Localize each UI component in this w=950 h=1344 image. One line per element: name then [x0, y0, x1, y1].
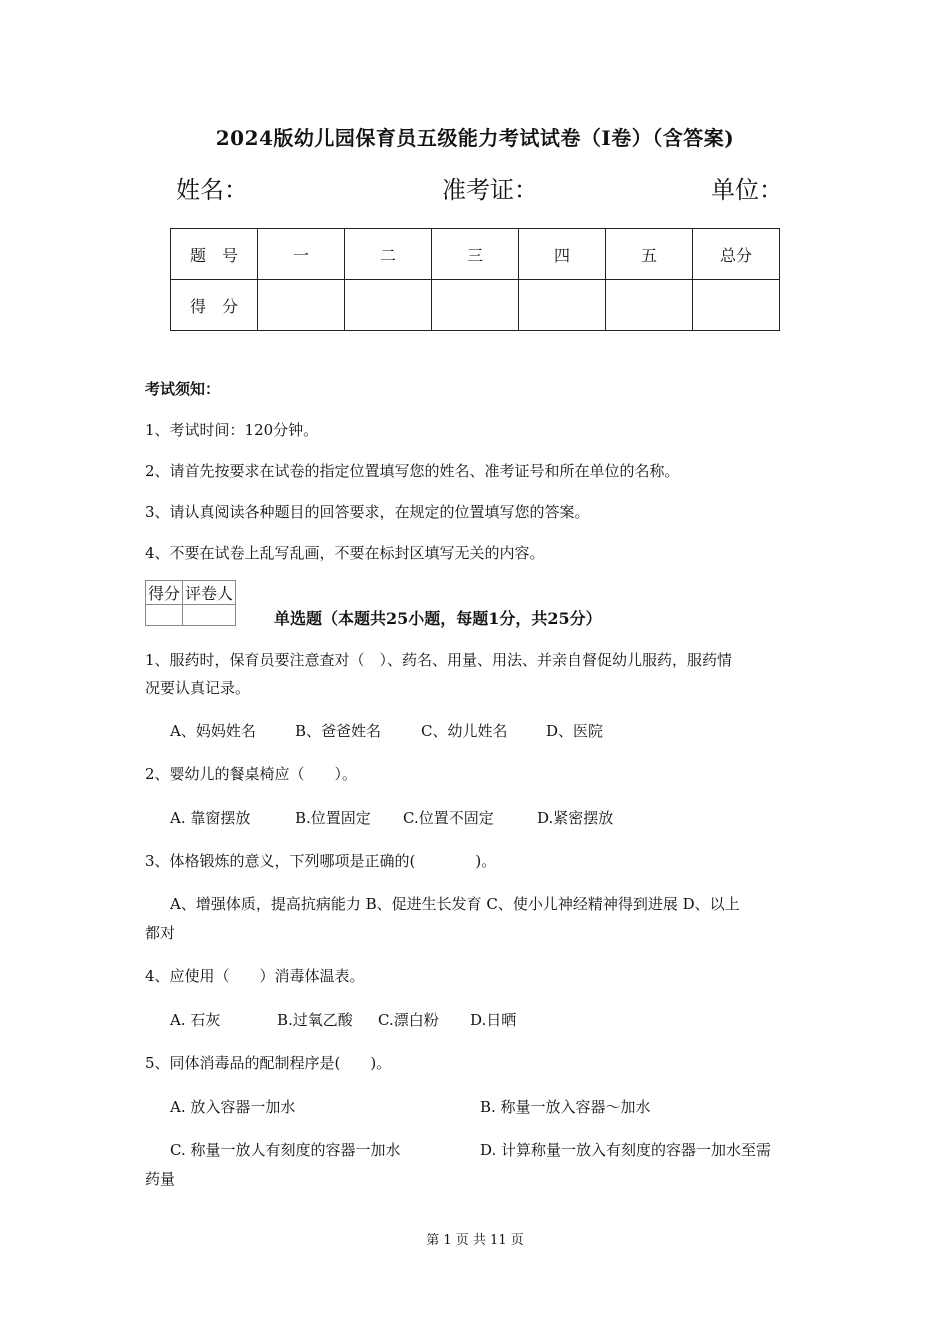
score-table-header-row [171, 229, 780, 280]
grader-name-input[interactable] [183, 605, 236, 626]
notice-heading: 考试须知： [145, 380, 221, 398]
grader-score-input[interactable] [146, 605, 183, 626]
option-d[interactable]: D. 计算称量一放入有刻度的容器一加水至需 [480, 1141, 772, 1159]
score-table-cell: 四 [519, 229, 606, 280]
option-b[interactable]: B.位置固定 [295, 809, 371, 827]
option-d[interactable]: D.日晒 [470, 1011, 517, 1029]
option-c[interactable]: C、幼儿姓名 [421, 722, 508, 740]
score-table-cell: 三 [432, 229, 519, 280]
option-c[interactable]: C.漂白粉 [378, 1011, 439, 1029]
option-tail: 药量 [145, 1170, 176, 1188]
score-table-cell: 一 [258, 229, 345, 280]
option-c[interactable]: C. 称量一放人有刻度的容器一加水 [170, 1141, 401, 1159]
score-table-cell: 得 分 [171, 280, 258, 331]
score-table-cell: 题 号 [171, 229, 258, 280]
option-b[interactable]: B. 称量一放入容器～加水 [480, 1098, 651, 1116]
unit-label: 单位： [711, 176, 783, 204]
option-a[interactable]: A. 放入容器一加水 [170, 1098, 296, 1116]
page-title: 2024版幼儿园保育员五级能力考试试卷（I卷）（含答案) [215, 126, 735, 150]
option-a[interactable]: A. 石灰 [170, 1011, 221, 1029]
score-table-score-row [171, 280, 780, 331]
question-text: 况要认真记录。 [145, 679, 251, 697]
option-a[interactable]: A. 靠窗摆放 [170, 809, 251, 827]
score-table [170, 228, 780, 331]
question-text: 2、婴幼儿的餐桌椅应（ ）。 [145, 765, 358, 783]
score-input-cell[interactable] [693, 280, 780, 331]
question-text: 5、同体消毒品的配制程序是( )。 [145, 1054, 392, 1072]
options-line: A、增强体质，提高抗病能力 B、促进生长发育 C、使小儿神经精神得到进展 D、以上 [170, 895, 740, 913]
section-title: 单选题（本题共25小题，每题1分，共25分） [274, 609, 602, 628]
page-number: 第 1 页 共 11 页 [426, 1233, 524, 1248]
notice-item: 1、考试时间：120分钟。 [145, 421, 319, 439]
options-line: 都对 [145, 924, 176, 942]
option-d[interactable]: D.紧密摆放 [537, 809, 614, 827]
score-input-cell[interactable] [519, 280, 606, 331]
score-table-cell: 五 [606, 229, 693, 280]
grader-score-label: 得分 [146, 581, 183, 605]
question-text: 4、应使用（ ）消毒体温表。 [145, 967, 365, 985]
score-table-cell: 二 [345, 229, 432, 280]
option-c[interactable]: C.位置不固定 [403, 809, 494, 827]
score-input-cell[interactable] [606, 280, 693, 331]
option-a[interactable]: A、妈妈姓名 [170, 722, 256, 740]
name-label: 姓名： [176, 176, 248, 204]
notice-item: 4、不要在试卷上乱写乱画，不要在标封区填写无关的内容。 [145, 544, 545, 562]
grader-box [145, 580, 236, 626]
grader-name-label: 评卷人 [183, 581, 236, 605]
question-text: 3、体格锻炼的意义，下列哪项是正确的( )。 [145, 852, 497, 870]
score-input-cell[interactable] [258, 280, 345, 331]
notice-item: 3、请认真阅读各种题目的回答要求，在规定的位置填写您的答案。 [145, 503, 590, 521]
score-input-cell[interactable] [432, 280, 519, 331]
option-b[interactable]: B、爸爸姓名 [295, 722, 382, 740]
score-table-cell: 总分 [693, 229, 780, 280]
notice-item: 2、请首先按要求在试卷的指定位置填写您的姓名、准考证号和所在单位的名称。 [145, 462, 680, 480]
exam-id-label: 准考证： [442, 176, 538, 204]
question-text: 1、服药时，保育员要注意查对（ ）、药名、用量、用法、并亲自督促幼儿服药，服药情 [145, 651, 733, 669]
option-d[interactable]: D、医院 [546, 722, 604, 740]
option-b[interactable]: B.过氧乙酸 [277, 1011, 353, 1029]
score-input-cell[interactable] [345, 280, 432, 331]
